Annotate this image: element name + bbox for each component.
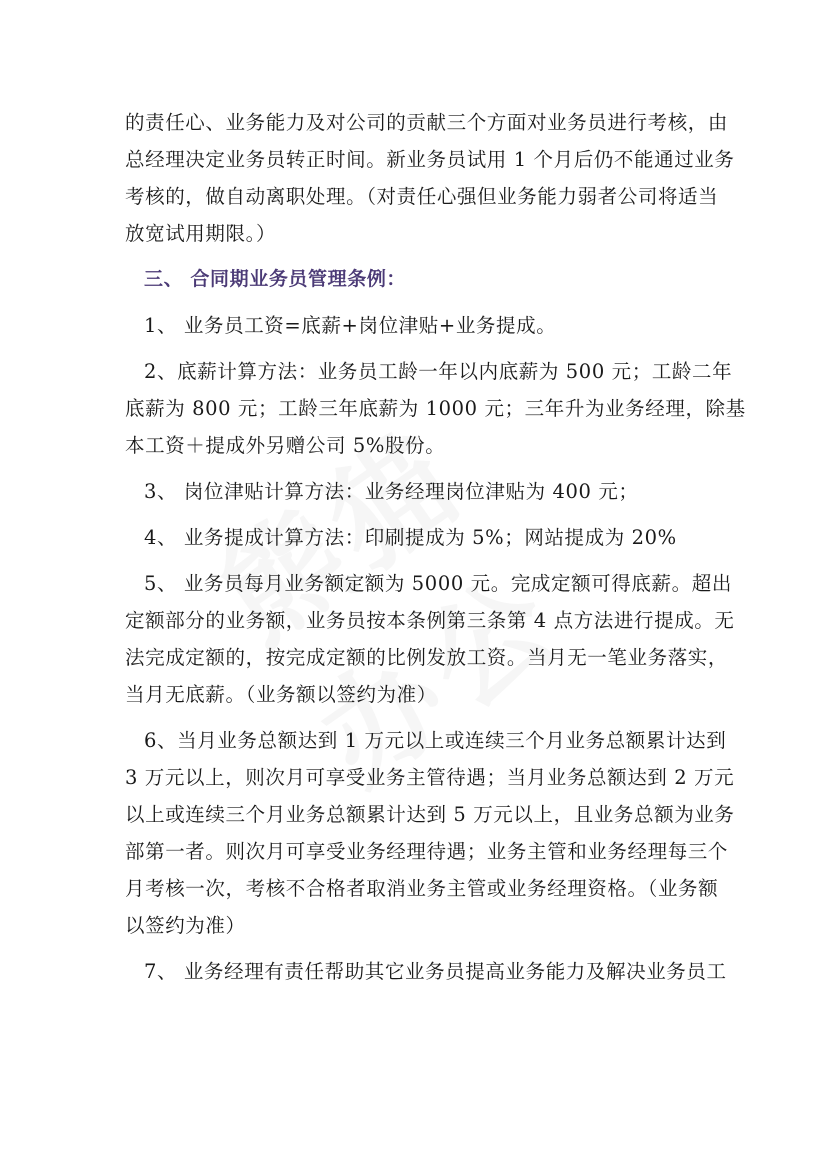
paragraph-line: 4、 业务提成计算方法：印刷提成为 5%；网站提成为 20% bbox=[144, 526, 677, 549]
paragraph-line: 3 万元以上，则次月可享受业务主管待遇；当月业务总额达到 2 万元 bbox=[125, 766, 735, 789]
paragraph-line: 本工资＋提成外另赠公司 5%股份。 bbox=[125, 434, 446, 457]
paragraph-line: 2、底薪计算方法：业务员工龄一年以内底薪为 500 元；工龄二年 bbox=[144, 360, 733, 383]
paragraph-line: 5、 业务员每月业务额定额为 5000 元。完成定额可得底薪。超出 bbox=[144, 572, 732, 595]
paragraph-line: 以签约为准） bbox=[125, 914, 246, 937]
paragraph-line: 部第一者。则次月可享受业务经理待遇；业务主管和业务经理每三个 bbox=[125, 840, 729, 863]
paragraph-line: 6、当月业务总额达到 1 万元以上或连续三个月业务总额累计达到 bbox=[144, 729, 727, 752]
paragraph-line: 1、 业务员工资=底薪+岗位津贴+业务提成。 bbox=[144, 314, 557, 337]
paragraph-line: 7、 业务经理有责任帮助其它业务员提高业务能力及解决业务员工 bbox=[144, 960, 727, 983]
document-body bbox=[125, 104, 746, 990]
paragraph-line: 总经理决定业务员转正时间。新业务员试用 1 个月后仍不能通过业务 bbox=[125, 148, 735, 171]
paragraph-line: 法完成定额的，按完成定额的比例发放工资。当月无一笔业务落实， bbox=[125, 646, 729, 669]
paragraph-line: 以上或连续三个月业务总额累计达到 5 万元以上，且业务总额为业务 bbox=[125, 803, 735, 826]
section-heading: 三、 合同期业务员管理条例： bbox=[144, 268, 407, 290]
paragraph-line: 月考核一次，考核不合格者取消业务主管或业务经理资格。（业务额 bbox=[125, 877, 719, 900]
paragraph-line: 定额部分的业务额，业务员按本条例第三条第 4 点方法进行提成。无 bbox=[125, 609, 735, 632]
paragraph-line: 底薪为 800 元；工龄三年底薪为 1000 元；三年升为业务经理，除基 bbox=[125, 397, 746, 420]
paragraph-line: 放宽试用期限。） bbox=[125, 222, 277, 245]
paragraph-line: 考核的，做自动离职处理。（对责任心强但业务能力弱者公司将适当 bbox=[125, 185, 719, 208]
paragraph-line: 当月无底薪。（业务额以签约为准） bbox=[125, 683, 437, 706]
paragraph-line: 3、 岗位津贴计算方法：业务经理岗位津贴为 400 元； bbox=[144, 480, 639, 503]
paragraph-line: 的责任心、业务能力及对公司的贡献三个方面对业务员进行考核，由 bbox=[125, 111, 729, 134]
